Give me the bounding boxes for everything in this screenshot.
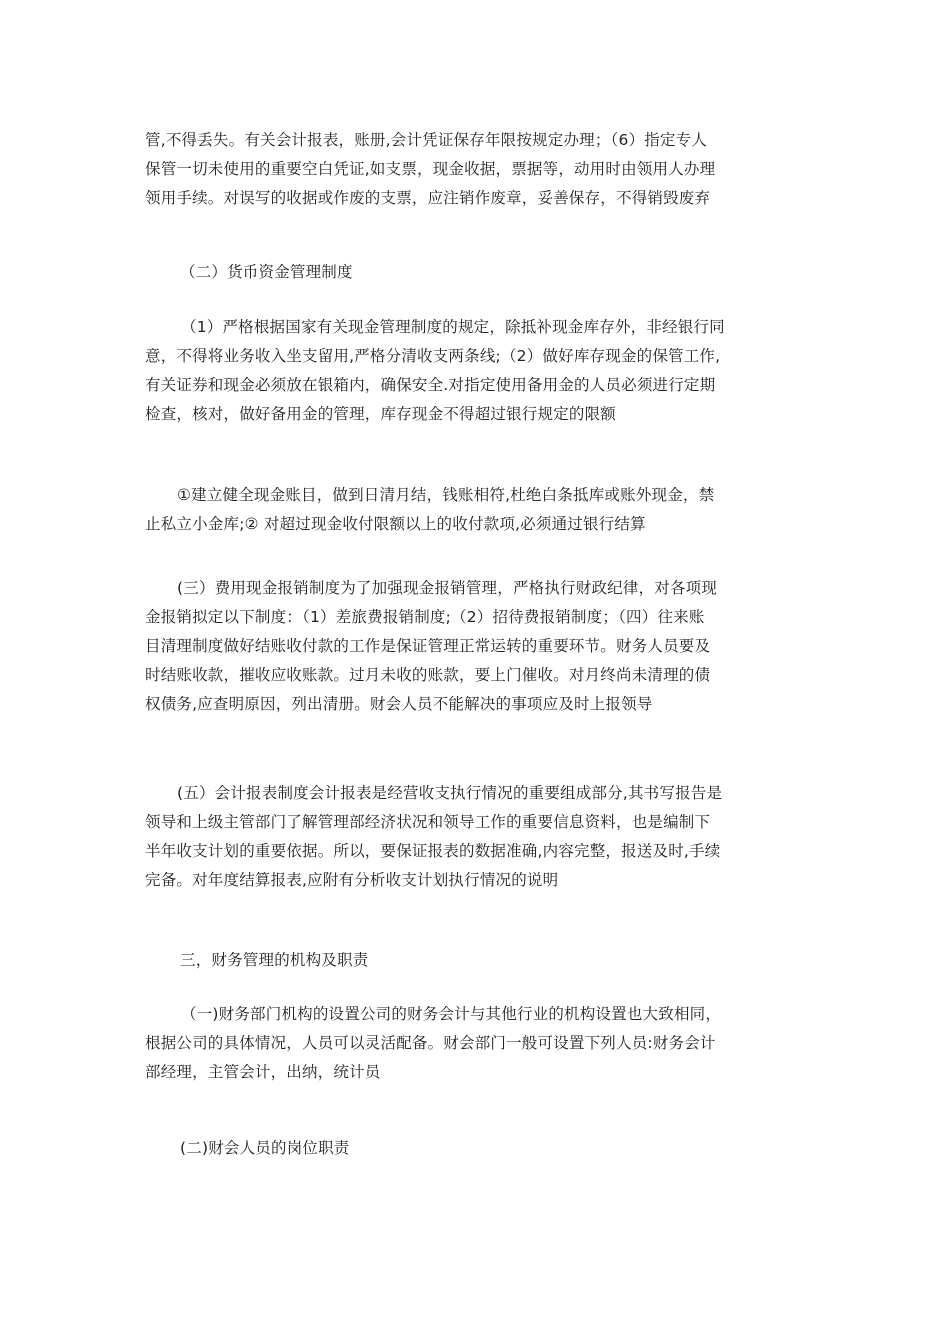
section-heading-organization <box>180 946 845 975</box>
text-line: 时结账收款，摧收应收账款。过月未收的账款，要上门催收。对月终尚未清理的债 <box>145 666 711 684</box>
text-line: 领用手续。对误写的收据或作废的支票，应注销作废章，妥善保存，不得销毁废弃 <box>145 189 711 207</box>
text-line: 根据公司的具体情况，人员可以灵活配备。财会部门一般可设置下列人员:财务会计 <box>145 1034 716 1052</box>
text-line: (五）会计报表制度会计报表是经营收支执行情况的重要组成部分,其书写报告是 <box>177 784 723 802</box>
text-line: 领导和上级主管部门了解管理部经济状况和领导工作的重要信息资料，也是编制下 <box>145 813 711 831</box>
text-line: （1）严格根据国家有关现金管理制度的规定，除抵补现金库存外，非经银行同 <box>181 318 725 336</box>
text-line: 三，财务管理的机构及职责 <box>180 951 369 969</box>
text-line: (三）费用现金报销制度为了加强现金报销管理，严格执行财政纪律，对各项现 <box>177 579 718 597</box>
paragraph-cash-accounts <box>145 481 810 539</box>
text-line: ①建立健全现金账目，做到日清月结，钱账相符,杜绝白条抵库或账外现金，禁 <box>177 486 715 504</box>
paragraph-archive-rules <box>145 126 810 213</box>
text-line: 半年收支计划的重要依据。所以，要保证报表的数据准确,内容完整，报送及时,手续 <box>145 842 721 860</box>
text-line: 部经理，主管会计，出纳，统计员 <box>145 1063 381 1081</box>
paragraph-cash-management <box>145 313 810 429</box>
paragraph-expense-reimbursement <box>145 574 810 719</box>
text-line: （二）货币资金管理制度 <box>180 263 353 281</box>
text-line: 有关证券和现金必须放在银箱内，确保安全.对指定使用备用金的人员必须进行定期 <box>145 376 716 394</box>
text-line: 权债务,应查明原因，列出清册。财会人员不能解决的事项应及时上报领导 <box>145 695 653 713</box>
text-line: 意，不得将业务收入坐支留用,严格分清收支两条线;（2）做好库存现金的保管工作, <box>145 347 721 365</box>
text-line: （一)财务部门机构的设置公司的财务会计与其他行业的机构设置也大致相同， <box>181 1005 722 1023</box>
paragraph-department-setup <box>145 1000 810 1087</box>
text-line: 管,不得丢失。有关会计报表，账册,会计凭证保存年限按规定办理；（6）指定专人 <box>145 131 708 149</box>
text-line: 止私立小金库;② 对超过现金收付限额以上的收付款项,必须通过银行结算 <box>145 515 646 533</box>
text-line: 保管一切未使用的重要空白凭证,如支票，现金收据，票据等，动用时由领用人办理 <box>145 160 716 178</box>
text-line: 检查，核对，做好备用金的管理，库存现金不得超过银行规定的限额 <box>145 405 617 423</box>
paragraph-accounting-reports <box>145 779 810 895</box>
section-heading-job-duties <box>180 1134 845 1163</box>
text-line: 金报销拟定以下制度：（1）差旅费报销制度;（2）招待费报销制度；（四）往来账 <box>145 608 705 626</box>
section-heading-currency-funds <box>180 258 845 287</box>
text-line: (二)财会人员的岗位职责 <box>180 1139 350 1157</box>
text-line: 目清理制度做好结账收付款的工作是保证管理正常运转的重要环节。财务人员要及 <box>145 637 711 655</box>
text-line: 完备。对年度结算报表,应附有分析收支计划执行情况的说明 <box>145 871 559 889</box>
